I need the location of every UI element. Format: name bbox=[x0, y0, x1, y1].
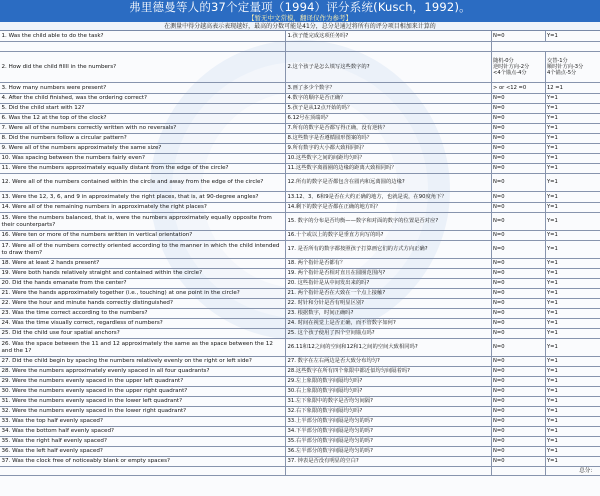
item-question-en: 1. Was the child able to do the task? bbox=[0, 31, 286, 42]
item-score-no-line: N=0 bbox=[493, 135, 505, 142]
item-score-no-line: N=0 bbox=[493, 438, 505, 445]
item-question-en: 16. Were ten or more of the numbers written in vertical orientation? bbox=[0, 231, 286, 241]
total-row-blank bbox=[0, 467, 286, 476]
item-question-en: 4. After the child finished, was the ordering correct? bbox=[0, 94, 286, 104]
item-question-en: 12. Were all of the numbers contained within the circle and away from the edge of the circle? bbox=[0, 174, 286, 192]
item-score-yes-line: Y=1 bbox=[547, 368, 558, 375]
item-score-yes-line: Y=1 bbox=[547, 428, 558, 435]
item-question-zh: 16.十个或以上的数字是垂直方向写的吗? bbox=[286, 231, 492, 241]
item-score-yes bbox=[546, 259, 600, 269]
item-score-yes-line: Y=1 bbox=[547, 378, 558, 385]
item-question-en: 21. Were the hands approximately together (i.e., touching) at one point in the circle? bbox=[0, 289, 286, 299]
item-question-en: 31. Were the numbers evenly spaced in the lower left quadrant? bbox=[0, 397, 286, 407]
item-question-zh: 6.12号在顶端吗？ bbox=[286, 114, 492, 124]
item-score-no bbox=[492, 269, 546, 279]
item-score-no bbox=[492, 387, 546, 397]
item-question-zh: 30.右上象限的数字间隔均匀吗? bbox=[286, 387, 492, 397]
item-question-zh: 20. 这些指针是从中间发出来的吗? bbox=[286, 279, 492, 289]
item-score-no-line: N=0 bbox=[493, 204, 505, 211]
item-question-en: 25. Did the child use four spatial anchors? bbox=[0, 329, 286, 339]
item-score-no-line: N=0 bbox=[493, 428, 505, 435]
item-score-no-line: N=0 bbox=[493, 300, 505, 307]
item-score-no-line: N=0 bbox=[493, 270, 505, 277]
scoring-note: 在测量中得分越高表示表现越好，最高的分数可能是41分，总分是通过将所有的评分项目相加来计算的 bbox=[0, 22, 600, 31]
item-question-zh: 37. 钟表是否没有明显的空白? bbox=[286, 457, 492, 467]
item-question-en: 30. Were the numbers evenly spaced in the upper right quadrant? bbox=[0, 387, 286, 397]
item-score-yes bbox=[546, 319, 600, 329]
item-question-zh: 18. 两个指针是否都有？ bbox=[286, 259, 492, 269]
item-question-en: 2. How did the child fillll in the numbers? bbox=[0, 52, 286, 83]
item-score-yes-line: Y=1 bbox=[547, 135, 558, 142]
item-score-yes-line: Y=1 bbox=[547, 105, 558, 112]
item-question-zh: 19. 两个指针是否相对直且在圆圈范围内? bbox=[286, 269, 492, 279]
item-question-zh: 26.11和12之间的空间和12和1之间的空间大致相同吗? bbox=[286, 339, 492, 357]
item-question-en: 37. Was the clock free of noticeably blank or empty spaces? bbox=[0, 457, 286, 467]
item-score-yes bbox=[546, 104, 600, 114]
item-score-no-line: N=0 bbox=[493, 448, 505, 455]
item-question-zh: 28.这些数字在所有四个象限中都近似均匀间隔着吗? bbox=[286, 367, 492, 377]
item-score-no-line: N=0 bbox=[493, 95, 505, 102]
item-score-yes bbox=[546, 94, 600, 104]
item-score-note bbox=[492, 42, 600, 52]
item-question-zh: 13.12、3、6和9是否在大约正确的地方，也就是说，在90度角下？ bbox=[286, 192, 492, 203]
item-question-en: 19. Were both hands relatively straight and contained within the circle? bbox=[0, 269, 286, 279]
item-question-en: 3. How many numbers were present? bbox=[0, 83, 286, 94]
item-score-yes bbox=[546, 134, 600, 144]
item-question-zh: 32.右下象限的数字间隔均匀吗? bbox=[286, 407, 492, 417]
item-score-yes-line: 12 =1 bbox=[547, 84, 563, 91]
item-score-yes-line: Y=1 bbox=[547, 165, 558, 172]
item-score-yes-line: Y=1 bbox=[547, 232, 558, 239]
item-score-yes-line: Y=1 bbox=[547, 458, 558, 465]
item-question-zh bbox=[286, 42, 492, 52]
item-score-yes bbox=[546, 367, 600, 377]
item-question-en: 10. Was spacing between the numbers fairly even? bbox=[0, 154, 286, 164]
item-score-no bbox=[492, 124, 546, 134]
item-score-no-line: N=0 bbox=[493, 398, 505, 405]
item-score-yes-line: Y=1 bbox=[547, 155, 558, 162]
item-question-en: 29. Were the numbers evenly spaced in the upper left quadrant? bbox=[0, 377, 286, 387]
item-score-no bbox=[492, 299, 546, 309]
item-score-no bbox=[492, 279, 546, 289]
item-score-no-line: N=0 bbox=[493, 330, 505, 337]
item-score-no-line: N=0 bbox=[493, 179, 505, 186]
item-score-yes bbox=[546, 279, 600, 289]
item-score-yes bbox=[546, 299, 600, 309]
item-score-yes bbox=[546, 407, 600, 417]
item-question-en: 35. Was the right half evenly spaced? bbox=[0, 437, 286, 447]
item-score-yes bbox=[546, 213, 600, 231]
item-score-no bbox=[492, 357, 546, 367]
item-score-no-line: 逆时针方向-2分 bbox=[493, 63, 530, 70]
item-question-zh: 31.左下象限中的数字是否均匀间隔? bbox=[286, 397, 492, 407]
item-question-en bbox=[0, 42, 286, 52]
item-score-no-line: N=0 bbox=[493, 218, 505, 225]
item-score-yes-line: Y=1 bbox=[547, 32, 558, 39]
item-question-en: 34. Was the bottom half evenly spaced? bbox=[0, 427, 286, 437]
item-score-yes bbox=[546, 387, 600, 397]
item-question-zh: 25. 这个孩子使用了四个空间锚点吗? bbox=[286, 329, 492, 339]
item-score-no bbox=[492, 417, 546, 427]
item-question-zh: 11.这些数字离圆圈的边缘的距离大致相同吗？ bbox=[286, 164, 492, 174]
item-score-yes-line: Y=1 bbox=[547, 300, 558, 307]
item-question-zh: 21. 两个指针是否在大致在一个点上接触? bbox=[286, 289, 492, 299]
item-question-zh: 3.画了多少个数字？ bbox=[286, 83, 492, 94]
item-score-yes-line: Y=1 bbox=[547, 145, 558, 152]
item-question-zh: 34.下半部分的数字间隔是均匀的吗? bbox=[286, 427, 492, 437]
item-score-no bbox=[492, 377, 546, 387]
item-score-yes-line: Y=1 bbox=[547, 438, 558, 445]
item-question-zh: 35.右半部分的数字间隔是均匀的吗? bbox=[286, 437, 492, 447]
item-score-no-line: N=0 bbox=[493, 193, 505, 200]
item-score-no bbox=[492, 427, 546, 437]
item-question-en: 9. Were all of the numbers approximately the same size? bbox=[0, 144, 286, 154]
item-score-no bbox=[492, 94, 546, 104]
item-score-yes bbox=[546, 241, 600, 259]
item-score-yes-line: Y=1 bbox=[547, 115, 558, 122]
item-score-yes-line: Y=1 bbox=[547, 179, 558, 186]
header-banner bbox=[0, 0, 600, 22]
item-score-no bbox=[492, 329, 546, 339]
item-question-zh: 36.左半部分的数字间隔是均匀的吗? bbox=[286, 447, 492, 457]
item-score-no-line: N=0 bbox=[493, 418, 505, 425]
item-score-yes-line: Y=1 bbox=[547, 125, 558, 132]
item-question-en: 6. Was the 12 at the top of the clock? bbox=[0, 114, 286, 124]
item-score-yes-line: Y=1 bbox=[547, 418, 558, 425]
item-score-yes-line: Y=1 bbox=[547, 344, 558, 351]
total-row-blank bbox=[492, 467, 546, 476]
item-score-yes bbox=[546, 309, 600, 319]
item-score-no bbox=[492, 52, 546, 83]
item-score-yes bbox=[546, 31, 600, 42]
item-score-no bbox=[492, 289, 546, 299]
item-question-zh: 24. 时间在视觉上是否正确，而不管数字如何? bbox=[286, 319, 492, 329]
item-question-en: 27. Did the child begin by spacing the numbers relatively evenly on the right or left side? bbox=[0, 357, 286, 367]
item-score-yes-line: Y=1 bbox=[547, 95, 558, 102]
item-score-no bbox=[492, 174, 546, 192]
item-score-no-line: N=0 bbox=[493, 260, 505, 267]
item-score-yes-line: Y=1 bbox=[547, 358, 558, 365]
item-score-yes-line: 4个锚点-5分 bbox=[547, 70, 577, 77]
item-score-yes bbox=[546, 174, 600, 192]
item-question-zh: 14.剩下的数字是否都在正确的地方吗？ bbox=[286, 203, 492, 213]
item-score-no bbox=[492, 437, 546, 447]
item-score-no bbox=[492, 144, 546, 154]
item-score-yes bbox=[546, 231, 600, 241]
item-question-en: 28. Were the numbers approximately evenly spaced in all four quadrants? bbox=[0, 367, 286, 377]
item-score-yes bbox=[546, 329, 600, 339]
item-question-en: 33. Was the top half evenly spaced? bbox=[0, 417, 286, 427]
item-score-yes bbox=[546, 124, 600, 134]
item-score-yes bbox=[546, 457, 600, 467]
item-score-no bbox=[492, 319, 546, 329]
item-score-yes-line: Y=1 bbox=[547, 330, 558, 337]
item-question-en: 11. Were the numbers approximately equally distant from the edge of the circle? bbox=[0, 164, 286, 174]
item-score-yes bbox=[546, 52, 600, 83]
item-question-zh: 2.这个孩子是怎么填写这些数字的? bbox=[286, 52, 492, 83]
item-score-no bbox=[492, 114, 546, 124]
item-score-no bbox=[492, 31, 546, 42]
item-score-yes bbox=[546, 164, 600, 174]
item-score-no-line: <4个锚点-4分 bbox=[493, 70, 527, 77]
item-score-no bbox=[492, 213, 546, 231]
item-score-no-line: N=0 bbox=[493, 310, 505, 317]
item-score-no-line: N=0 bbox=[493, 125, 505, 132]
item-score-no-line: N=0 bbox=[493, 378, 505, 385]
item-score-no-line: N=0 bbox=[493, 115, 505, 122]
item-score-yes bbox=[546, 357, 600, 367]
item-question-en: 15. Were the numbers balanced, that is, were the numbers approximately equally opposite from their counterparts? bbox=[0, 213, 286, 231]
item-score-no bbox=[492, 104, 546, 114]
item-score-no-line: N=0 bbox=[493, 155, 505, 162]
item-score-yes bbox=[546, 203, 600, 213]
item-score-yes bbox=[546, 269, 600, 279]
item-question-en: 17. Were all of the numbers correctly oriented according to the manner in which the child intended to draw them? bbox=[0, 241, 286, 259]
item-score-no bbox=[492, 231, 546, 241]
item-question-en: 14. Were all of the remaining numbers in approximately the right places? bbox=[0, 203, 286, 213]
item-question-en: 22. Were the hour and minute hands correctly distinguished? bbox=[0, 299, 286, 309]
item-score-yes bbox=[546, 289, 600, 299]
item-score-no bbox=[492, 83, 546, 94]
item-question-en: 13. Were the 12, 3, 6, and 9 in approximately the right places, that is, at 90-degree angles? bbox=[0, 192, 286, 203]
item-score-no-line: N=0 bbox=[493, 280, 505, 287]
item-score-yes bbox=[546, 144, 600, 154]
item-score-yes bbox=[546, 437, 600, 447]
item-score-no-line: N=0 bbox=[493, 358, 505, 365]
item-question-zh: 15. 数字的分布是否均衡——数字和对面的数字的位置是否对应? bbox=[286, 213, 492, 231]
item-question-zh: 10.这些数字之间的间距均匀吗？ bbox=[286, 154, 492, 164]
item-score-no bbox=[492, 339, 546, 357]
item-question-en: 26. Was the space between the 11 and 12 approximately the same as the space between the 12 and the 1? bbox=[0, 339, 286, 357]
item-score-no-line: N=0 bbox=[493, 320, 505, 327]
item-score-no-line: N=0 bbox=[493, 368, 505, 375]
item-question-zh: 1.孩子能完成这项任务吗? bbox=[286, 31, 492, 42]
item-score-no bbox=[492, 447, 546, 457]
item-score-yes bbox=[546, 339, 600, 357]
item-score-no-line: > or <12 =0 bbox=[493, 84, 527, 91]
item-score-yes-line: Y=1 bbox=[547, 290, 558, 297]
item-score-no bbox=[492, 154, 546, 164]
item-score-no-line: N=0 bbox=[493, 32, 505, 39]
item-question-zh: 29.左上象限的数字间隔均匀吗? bbox=[286, 377, 492, 387]
item-score-yes-line: Y=1 bbox=[547, 408, 558, 415]
item-score-no-line: N=0 bbox=[493, 165, 505, 172]
item-question-zh: 8.这些数字是否遵循圆形图案的吗？ bbox=[286, 134, 492, 144]
item-score-no-line: N=0 bbox=[493, 145, 505, 152]
item-score-yes bbox=[546, 417, 600, 427]
item-score-yes-line: Y=1 bbox=[547, 270, 558, 277]
item-score-no bbox=[492, 457, 546, 467]
item-score-yes-line: Y=1 bbox=[547, 260, 558, 267]
item-score-yes-line: Y=1 bbox=[547, 310, 558, 317]
item-score-yes-line: Y=1 bbox=[547, 204, 558, 211]
item-score-no-line: N=0 bbox=[493, 458, 505, 465]
item-question-en: 7. Were all of the numbers correctly written with no reversals? bbox=[0, 124, 286, 134]
item-score-no bbox=[492, 407, 546, 417]
item-question-en: 24. Was the time visually correct, regardless of numbers? bbox=[0, 319, 286, 329]
item-score-yes-line: Y=1 bbox=[547, 398, 558, 405]
item-question-en: 8. Did the numbers follow a circular pattern? bbox=[0, 134, 286, 144]
item-question-en: 36. Was the left half evenly spaced? bbox=[0, 447, 286, 457]
page-title: 弗里德曼等人的37个定量项（1994）评分系统(Kusch，1992)。 bbox=[129, 0, 471, 14]
item-score-yes bbox=[546, 447, 600, 457]
item-score-no-line: 随机-0分 bbox=[493, 57, 514, 64]
item-score-yes bbox=[546, 377, 600, 387]
item-question-en: 5. Did the child start with 12? bbox=[0, 104, 286, 114]
item-score-no bbox=[492, 367, 546, 377]
item-score-yes-line: Y=1 bbox=[547, 246, 558, 253]
item-score-no-line: N=0 bbox=[493, 232, 505, 239]
item-score-yes-line: Y=1 bbox=[547, 218, 558, 225]
item-score-yes bbox=[546, 83, 600, 94]
item-score-yes bbox=[546, 427, 600, 437]
item-question-zh: 23. 根据数字，时间正确吗? bbox=[286, 309, 492, 319]
scoring-table bbox=[0, 31, 600, 496]
item-score-no bbox=[492, 259, 546, 269]
item-score-no bbox=[492, 164, 546, 174]
item-score-yes-line: Y=1 bbox=[547, 280, 558, 287]
item-question-zh: 9.所有数字的大小都大致相同吗？ bbox=[286, 144, 492, 154]
item-score-no bbox=[492, 309, 546, 319]
item-question-en: 32. Were the numbers evenly spaced in the lower right quadrant? bbox=[0, 407, 286, 417]
item-question-zh: 7.所有的数字是否都写得正确，没有逆转？ bbox=[286, 124, 492, 134]
item-score-no bbox=[492, 203, 546, 213]
item-score-no-line: N=0 bbox=[493, 344, 505, 351]
item-question-zh: 33.上半部分的数字间隔是均匀的吗? bbox=[286, 417, 492, 427]
item-score-yes bbox=[546, 397, 600, 407]
item-score-yes-line: Y=1 bbox=[547, 388, 558, 395]
item-question-zh: 12.所有的数字是否都包含在圆内和远离圆的边缘? bbox=[286, 174, 492, 192]
item-score-no bbox=[492, 134, 546, 144]
item-score-no-line: N=0 bbox=[493, 408, 505, 415]
item-score-yes bbox=[546, 192, 600, 203]
total-score-label: 总分： bbox=[546, 467, 600, 476]
item-score-no-line: N=0 bbox=[493, 290, 505, 297]
item-score-yes-line: Y=1 bbox=[547, 448, 558, 455]
item-score-yes bbox=[546, 114, 600, 124]
item-score-no-line: N=0 bbox=[493, 388, 505, 395]
item-question-en: 20. Did the hands emanate from the center? bbox=[0, 279, 286, 289]
total-row-blank bbox=[286, 467, 492, 476]
page-subtitle: 【暂无中文常模，翻译仅作为参考】 bbox=[248, 14, 352, 22]
item-score-no bbox=[492, 397, 546, 407]
item-score-yes-line: 顺时针方向-3分 bbox=[547, 63, 584, 70]
item-question-zh: 27. 数字在左右两边是否大致分布均匀? bbox=[286, 357, 492, 367]
item-score-yes-line: Y=1 bbox=[547, 320, 558, 327]
item-question-zh: 22. 时针和分针是否有明显区别? bbox=[286, 299, 492, 309]
item-question-zh: 5.孩子是从12点开始的吗？ bbox=[286, 104, 492, 114]
item-question-zh: 4.数字的顺序是否正确？ bbox=[286, 94, 492, 104]
item-question-zh: 17. 是否所有的数字都按照孩子打算画它们的方式方向正确? bbox=[286, 241, 492, 259]
item-question-en: 18. Were at least 2 hands present? bbox=[0, 259, 286, 269]
item-score-no-line: N=0 bbox=[493, 105, 505, 112]
item-score-no bbox=[492, 192, 546, 203]
item-score-yes-line: 交替-1分 bbox=[547, 57, 568, 64]
item-question-en: 23. Was the time correct according to the numbers? bbox=[0, 309, 286, 319]
item-score-no-line: N=0 bbox=[493, 246, 505, 253]
item-score-yes-line: Y=1 bbox=[547, 193, 558, 200]
item-score-yes bbox=[546, 154, 600, 164]
item-score-no bbox=[492, 241, 546, 259]
